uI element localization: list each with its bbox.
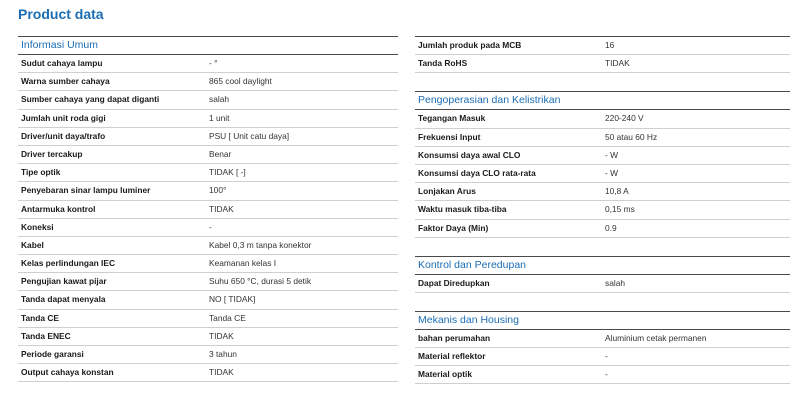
row-value: 865 cool daylight (209, 76, 272, 87)
row-label: Material optik (418, 369, 472, 380)
row-value: 100° (209, 185, 227, 196)
row-label: Konsumsi daya awal CLO (418, 149, 521, 160)
section-title: Mekanis dan Housing (415, 311, 790, 330)
row-label: Driver/unit daya/trafo (21, 130, 106, 141)
row-label: Warna sumber cahaya (21, 76, 110, 87)
table-row (18, 164, 398, 182)
row-value: Keamanan kelas I (209, 258, 277, 269)
row-label: Konsumsi daya CLO rata-rata (418, 167, 536, 178)
row-label: Kabel (21, 239, 44, 250)
table-row (18, 73, 398, 91)
table-row (18, 55, 398, 73)
table-row (415, 275, 790, 293)
row-label: Tanda CE (21, 312, 60, 323)
left-column (18, 36, 398, 382)
table-row (18, 219, 398, 237)
table-row (415, 366, 790, 384)
row-value: 1 unit (209, 112, 230, 123)
row-label: Tipe optik (21, 167, 61, 178)
row-label: Tanda RoHS (418, 58, 468, 69)
row-value: Kabel 0,3 m tanpa konektor (209, 239, 312, 250)
row-value: 220-240 V (605, 113, 644, 124)
row-value: TIDAK (605, 58, 630, 69)
section-control-dimming (415, 256, 790, 293)
row-value: NO [ TIDAK] (209, 294, 256, 305)
row-value: PSU [ Unit catu daya] (209, 130, 290, 141)
row-value: Benar (209, 148, 232, 159)
row-label: Sudut cahaya lampu (21, 58, 103, 68)
row-label: Sumber cahaya yang dapat diganti (21, 94, 160, 105)
row-label: Driver tercakup (21, 148, 83, 159)
row-value: 10,8 A (605, 186, 629, 197)
section-operation-electrical (415, 91, 790, 237)
row-label: Tegangan Masuk (418, 113, 486, 124)
right-top-rows (415, 36, 790, 73)
row-value: 3 tahun (209, 349, 237, 359)
table-row (18, 255, 398, 273)
row-value: Tanda CE (209, 312, 246, 323)
row-label: Tanda dapat menyala (21, 294, 106, 305)
table-row (415, 37, 790, 55)
row-label: Lonjakan Arus (418, 186, 476, 197)
row-value: - W (605, 149, 619, 160)
row-value: - ° (209, 58, 218, 68)
table-row (415, 183, 790, 201)
table-row (415, 147, 790, 165)
row-label: Pengujian kawat pijar (21, 276, 107, 287)
section-title: Kontrol dan Peredupan (415, 256, 790, 275)
table-row (18, 128, 398, 146)
table-row (415, 55, 790, 73)
row-value: TIDAK (209, 330, 234, 341)
table-row (18, 201, 398, 219)
row-value: 0.9 (605, 222, 617, 233)
table-row (415, 129, 790, 147)
table-row (18, 310, 398, 328)
table-row (18, 91, 398, 109)
row-label: Antarmuka kontrol (21, 203, 96, 214)
right-column (415, 36, 790, 384)
row-value: salah (605, 277, 626, 288)
table-row (415, 348, 790, 366)
page-title: Product data (18, 6, 104, 22)
row-value: - (605, 351, 608, 362)
row-label: Faktor Daya (Min) (418, 222, 489, 233)
row-value: Suhu 650 °C, durasi 5 detik (209, 276, 312, 287)
row-value: 0,15 ms (605, 204, 635, 215)
row-label: Dapat Diredupkan (418, 277, 490, 288)
section-title: Pengoperasian dan Kelistrikan (415, 91, 790, 110)
table-row (18, 110, 398, 128)
section-mechanical-housing (415, 311, 790, 385)
table-row (18, 146, 398, 164)
row-value: salah (209, 94, 230, 105)
table-row (18, 291, 398, 309)
row-label: Waktu masuk tiba-tiba (418, 204, 507, 215)
table-row (415, 110, 790, 128)
row-value: 16 (605, 40, 615, 50)
row-label: Tanda ENEC (21, 330, 71, 341)
row-label: Periode garansi (21, 349, 84, 359)
table-row (18, 273, 398, 291)
table-row (415, 165, 790, 183)
row-label: Kelas perlindungan IEC (21, 258, 116, 269)
table-row (18, 346, 398, 364)
table-row (18, 364, 398, 382)
row-value: TIDAK (209, 367, 234, 378)
row-value: - (605, 369, 608, 380)
table-row (415, 201, 790, 219)
row-label: bahan perumahan (418, 332, 491, 343)
row-value: - (209, 221, 212, 232)
row-value: 50 atau 60 Hz (605, 131, 658, 142)
row-label: Material reflektor (418, 351, 486, 362)
row-label: Jumlah unit roda gigi (21, 112, 106, 123)
table-row (415, 220, 790, 238)
row-value: - W (605, 167, 619, 178)
row-value: TIDAK [ -] (209, 167, 246, 178)
table-row (415, 330, 790, 348)
row-label: Output cahaya konstan (21, 367, 114, 378)
row-value: TIDAK (209, 203, 234, 214)
section-general-info (18, 36, 398, 382)
row-value: Aluminium cetak permanen (605, 332, 707, 343)
table-row (18, 237, 398, 255)
row-label: Penyebaran sinar lampu luminer (21, 185, 151, 196)
row-label: Koneksi (21, 221, 54, 232)
section-title: Informasi Umum (18, 36, 398, 55)
table-row (18, 328, 398, 346)
table-row (18, 182, 398, 200)
row-label: Frekuensi Input (418, 131, 481, 142)
row-label: Jumlah produk pada MCB (418, 40, 522, 50)
